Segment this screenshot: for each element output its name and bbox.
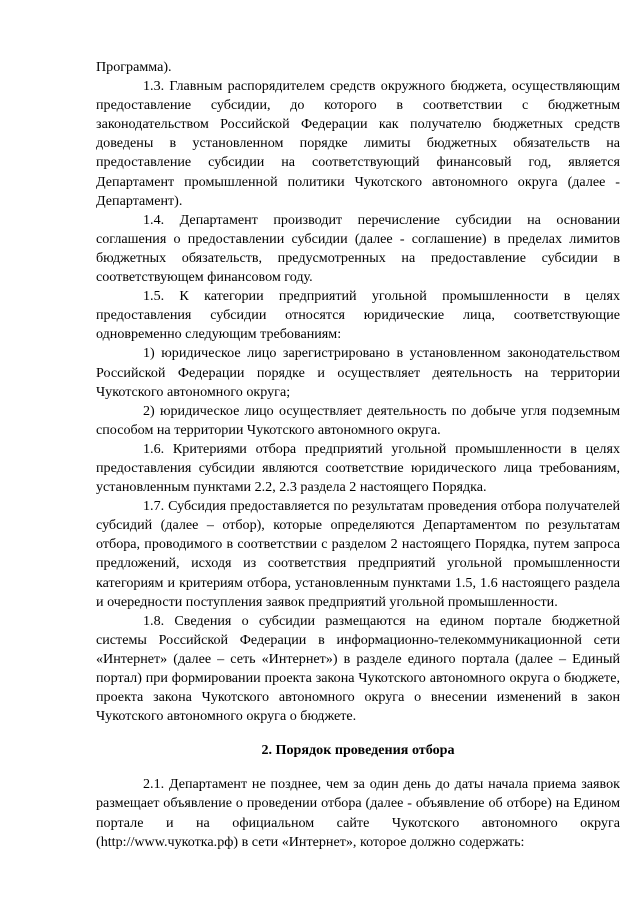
paragraph-1-8: 1.8. Сведения о субсидии размещаются на едином портале бюджетной системы Российской Федерации в информационно-телекоммуникационной сети «Интернет» (далее – сеть «Интернет») в разделе единого портала (далее – Единый портал) при формировании проекта закона Чукотского автономного округа о бюджете, проекта закона Чукотского автономного округа о внесении изменений в закон Чукотского автономного округа о бюджете. (96, 612, 620, 725)
paragraph-2-1: 2.1. Департамент не позднее, чем за один день до даты начала приема заявок размещает объявление о проведении отбора (далее - объявление об отборе) на Едином портале и на официальном сайте Чукотского автономного округа (http://www.чукотка.рф) в сети «Интернет», которое должно содержать: (96, 776, 620, 850)
paragraph-1-5-item-1: 1) юридическое лицо зарегистрировано в установленном законодательством Российской Федерации порядке и осуществляет деятельность на территории Чукотского автономного округа; (96, 345, 620, 400)
paragraph-1-4: 1.4. Департамент производит перечисление субсидии на основании соглашения о предоставлении субсидии (далее - соглашение) в пределах лимитов бюджетных обязательств, предусмотренных на предоставление субсидии в соответствующем финансовом году. (96, 211, 620, 286)
paragraph-1-6: 1.6. Критериями отбора предприятий угольной промышленности в целях предоставления субсидии являются соответствие юридического лица требованиям, установленным пунктами 2.2, 2.3 раздела 2 настоящего Порядка. (96, 440, 620, 496)
paragraph-1-3: 1.3. Главным распорядителем средств окружного бюджета, осуществляющим предоставление субсидии, до которого в соответствии с бюджетным законодательством Российской Федерации как получателю бюджетных средств доведены в установленном порядке лимиты бюджетных обязательств на предоставление субсидии на соответствующий финансовый год, является Департамент промышленной политики Чукотского автономного округа (далее - Департамент). (96, 78, 620, 209)
paragraph-1-7: 1.7. Субсидия предоставляется по результатам проведения отбора получателей субсидий (далее – отбор), которые определяются Департаментом по результатам отбора, проводимого в соответствии с разделом 2 настоящего Порядка, путем запроса предложений, исходя из соответствия предприятий угольной промышленности категориям и критериям отбора, установленным пунктами 1.5, 1.6 настоящего раздела и очередности поступления заявок предприятий угольной промышленности. (96, 498, 620, 610)
paragraph-1-5-item-2: 2) юридическое лицо осуществляет деятельность по добыче угля подземным способом на территории Чукотского автономного округа. (96, 402, 620, 438)
paragraph-1-5: 1.5. К категории предприятий угольной промышленности в целях предоставления субсидии относятся юридические лица, соответствующие одновременно следующим требованиям: (96, 288, 620, 343)
paragraph-program-end: Программа). (96, 59, 172, 75)
document-body (96, 58, 620, 852)
section-2-heading: 2. Порядок проведения отбора (261, 742, 455, 759)
